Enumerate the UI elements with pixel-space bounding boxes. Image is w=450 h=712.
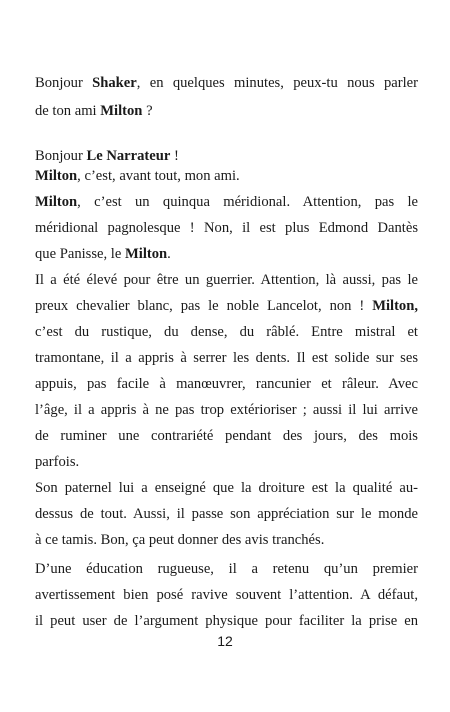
text-line: dessus de tout. Aussi, il passe son appréciation sur le monde [35,506,418,522]
text-line: Son paternel lui a enseigné que la droiture est la qualité au- [35,480,418,496]
text-run: ! [170,148,179,164]
text-line: tramontane, il a appris à serrer les dents. Il est solide sur ses [35,350,418,366]
character-name: Le Narrateur [86,148,171,164]
character-name: Milton [124,246,168,262]
text-run: Bonjour [35,148,87,164]
character-name: Milton [100,103,143,119]
text-line [35,296,418,316]
text-run: . [167,246,171,262]
text-line: appuis, pas facile à manœuvrer, rancunier et râleur. Avec [35,376,418,392]
text-line: de ruminer une contrariété pendant des jours, des mois [35,428,418,444]
character-name: Milton [35,194,78,210]
text-line [35,101,418,121]
text-run: Bonjour [35,75,93,91]
text-line [35,73,418,93]
text-line [35,166,418,186]
text-line: il peut user de l’argument physique pour faciliter la prise en [35,613,418,629]
text-run: , c’est, avant tout, mon ami. [77,168,240,184]
text-line: à ce tamis. Bon, ça peut donner des avis tranchés. [35,532,325,548]
text-line: Il a été élevé pour être un guerrier. Attention, là aussi, pas le [35,272,418,288]
text-line: l’âge, il a appris à ne pas trop extérioriser ; aussi il lui arrive [35,402,418,418]
page-number: 12 [217,633,233,649]
text-line [35,192,418,212]
text-run: , c’est un quinqua méridional. Attention, pas le [77,194,418,210]
character-name: Milton, [372,298,418,314]
text-run: preux chevalier blanc, pas le noble Lancelot, non ! [35,298,373,314]
text-run: , en quelques minutes, peux-tu nous parler [136,75,418,91]
text-line: D’une éducation rugueuse, il a retenu qu’un premier [35,561,418,577]
text-run: que Panisse, le [35,246,125,262]
text-line: avertissement bien posé ravive souvent l’attention. A défaut, [35,587,418,603]
character-name: Milton [35,168,78,184]
text-line: méridional pagnolesque ! Non, il est plus Edmond Dantès [35,220,418,236]
character-name: Shaker [92,75,137,91]
text-line: parfois. [35,454,80,470]
text-line: c’est du rustique, du dense, du râblé. Entre mistral et [35,324,418,340]
text-line [35,244,418,264]
text-run: ? [142,103,153,119]
text-run: de ton ami [35,103,101,119]
text-line [35,146,418,166]
